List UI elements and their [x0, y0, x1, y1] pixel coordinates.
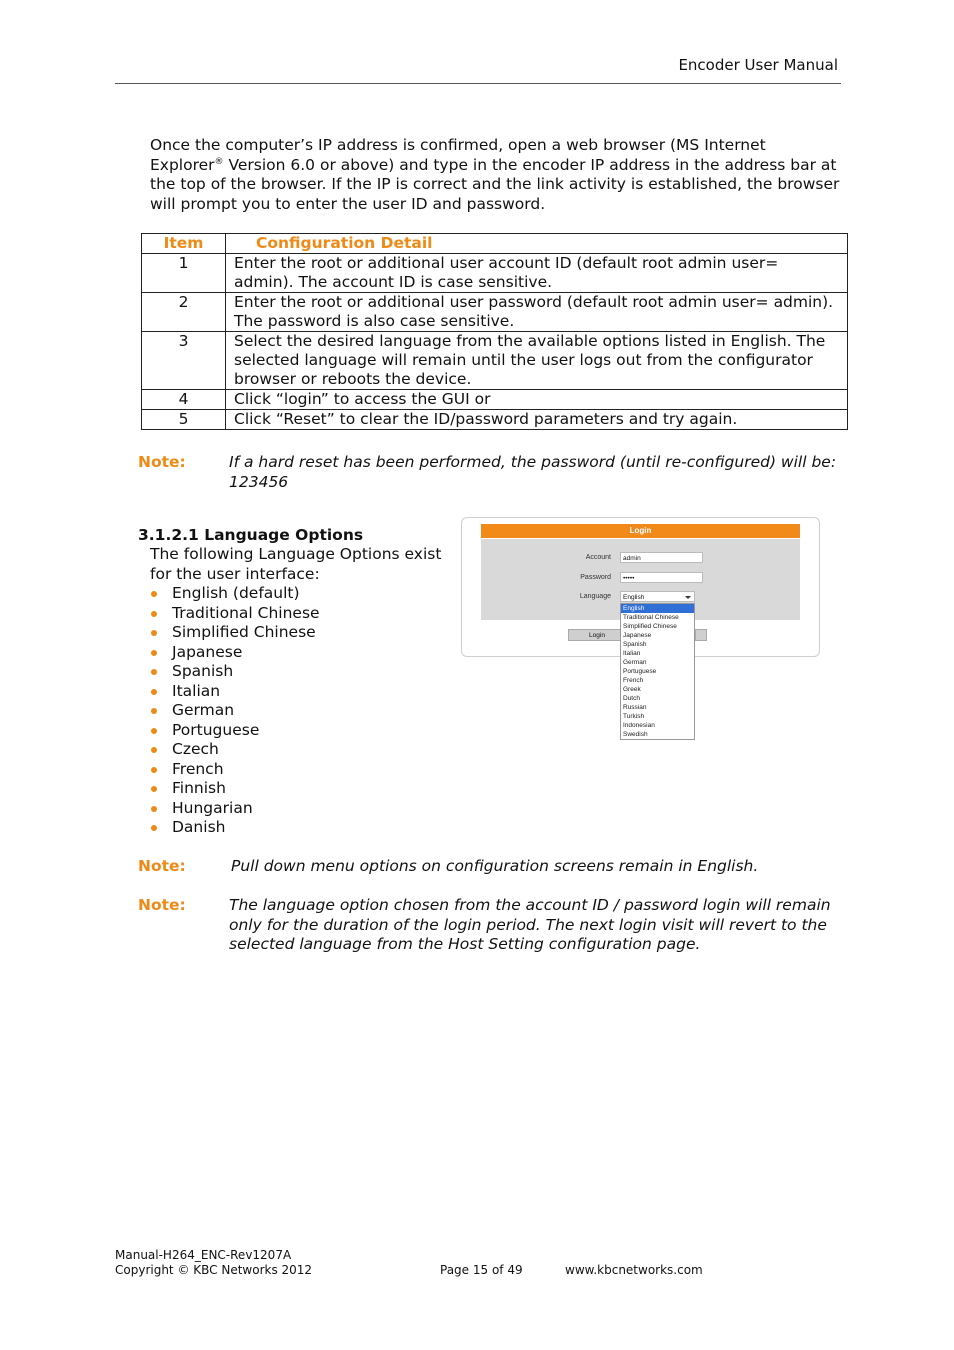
list-item-label: Hungarian: [172, 798, 253, 817]
list-item: [150, 701, 320, 721]
list-item-label: Italian: [172, 681, 221, 700]
list-item: [150, 818, 320, 838]
dropdown-option[interactable]: Japanese: [623, 632, 652, 639]
dropdown-option[interactable]: Swedish: [623, 731, 648, 738]
note-label: Note:: [138, 896, 186, 914]
section-intro: The following Language Options exist for the user interface:: [150, 545, 442, 583]
section-heading: [138, 526, 363, 544]
dropdown-option[interactable]: Portuguese: [623, 668, 657, 675]
list-item-label: English (default): [172, 584, 300, 602]
dropdown-option[interactable]: Spanish: [623, 641, 647, 648]
list-item-label: Simplified Chinese: [172, 623, 316, 641]
table-row: [142, 390, 848, 410]
list-item: [150, 604, 320, 624]
language-select-value: English: [623, 594, 645, 601]
bullet-icon: [151, 786, 157, 792]
list-item-label: Portuguese: [172, 720, 260, 739]
intro-text-1: Once the computer’s IP address is confirmed, open a web browser (MS Internet Explorer: [150, 136, 766, 174]
footer-website: www.kbcnetworks.com: [565, 1263, 703, 1277]
note-text: If a hard reset has been performed, the password (until re-configured) will be: 123456: [229, 453, 837, 491]
list-item-label: Czech: [172, 740, 219, 758]
language-list: [150, 584, 320, 838]
list-item-label: French: [172, 759, 224, 778]
dropdown-option[interactable]: Traditional Chinese: [623, 614, 679, 621]
intro-paragraph: [150, 136, 840, 214]
row-detail: Click “Reset” to clear the ID/password parameters and try again.: [226, 410, 848, 430]
list-item: [150, 721, 320, 741]
password-label: Password: [580, 574, 611, 581]
login-title-bar: Login: [481, 524, 800, 538]
section-number: 3.1.2.1: [138, 526, 199, 544]
row-item: 1: [142, 254, 226, 293]
note-text: The language option chosen from the account ID / password login will remain only for the duration of the login period. The next login visit will revert to the selected language from the Host Setting configuration page.: [229, 896, 831, 954]
password-input[interactable]: •••••: [620, 572, 703, 583]
list-item-label: German: [172, 701, 235, 719]
table-row: [142, 332, 848, 390]
section-title: Language Options: [204, 526, 364, 544]
bullet-icon: [151, 630, 157, 636]
language-dropdown-list: [620, 603, 695, 740]
list-item: [150, 682, 320, 702]
registered-mark: ®: [214, 156, 224, 167]
note-text: Pull down menu options on configuration screens remain in English.: [231, 857, 759, 875]
footer-page-number: Page 15 of 49: [440, 1263, 523, 1277]
bullet-icon: [151, 650, 157, 656]
list-item: [150, 779, 320, 799]
dropdown-option[interactable]: Greek: [623, 686, 641, 693]
running-header: Encoder User Manual: [678, 56, 838, 74]
list-item: [150, 643, 320, 663]
row-item: 5: [142, 410, 226, 430]
bullet-icon: [151, 825, 157, 831]
table-header-row: [142, 234, 848, 254]
note-label: Note:: [138, 453, 186, 471]
bullet-icon: [151, 767, 157, 773]
list-item-label: Traditional Chinese: [172, 603, 320, 622]
list-item: [150, 760, 320, 780]
account-label: Account: [585, 554, 611, 561]
footer-doc-id: Manual-H264_ENC-Rev1207A: [115, 1248, 292, 1262]
list-item-label: Danish: [172, 818, 226, 836]
bullet-icon: [151, 747, 157, 753]
chevron-down-icon: [685, 596, 691, 599]
footer-copyright: Copyright © KBC Networks 2012: [115, 1263, 313, 1277]
table-row: [142, 293, 848, 332]
row-detail: Enter the root or additional user account ID (default root admin user= admin). The account ID is case sensitive.: [226, 254, 848, 293]
column-header-item: Item: [142, 234, 226, 254]
dropdown-option[interactable]: Indonesian: [623, 722, 655, 729]
list-item: [150, 662, 320, 682]
bullet-icon: [151, 611, 157, 617]
reset-button[interactable]: [695, 629, 707, 641]
list-item-label: Spanish: [172, 662, 234, 680]
list-item-label: Finnish: [172, 779, 226, 797]
list-item-label: Japanese: [172, 642, 243, 661]
bullet-icon: [151, 728, 157, 734]
dropdown-option[interactable]: Italian: [623, 650, 641, 657]
configuration-table: [141, 233, 848, 430]
language-select[interactable]: [620, 591, 695, 602]
row-detail: Select the desired language from the available options listed in English. The selected language will remain until the user logs out from the configurator browser or reboots the device.: [226, 332, 848, 390]
dropdown-option[interactable]: English: [621, 604, 694, 613]
bullet-icon: [151, 669, 157, 675]
column-header-detail: Configuration Detail: [226, 234, 848, 254]
dropdown-option[interactable]: Turkish: [623, 713, 645, 720]
language-label: Language: [579, 593, 611, 600]
list-item: [150, 799, 320, 819]
note-label: Note:: [138, 857, 186, 875]
bullet-icon: [151, 689, 157, 695]
row-item: 2: [142, 293, 226, 332]
bullet-icon: [151, 708, 157, 714]
bullet-icon: [151, 806, 157, 812]
dropdown-option[interactable]: Russian: [623, 704, 647, 711]
dropdown-option[interactable]: German: [623, 659, 647, 666]
list-item: [150, 584, 320, 604]
table-row: [142, 254, 848, 293]
row-item: 3: [142, 332, 226, 390]
row-detail: Click “login” to access the GUI or: [226, 390, 848, 410]
dropdown-option[interactable]: Simplified Chinese: [623, 623, 677, 630]
login-button[interactable]: Login: [568, 629, 626, 641]
table-row: [142, 410, 848, 430]
account-input[interactable]: admin: [620, 552, 703, 563]
header-rule: [115, 83, 841, 84]
intro-text-2: Version 6.0 or above) and type in the encoder IP address in the address bar at the top of the browser. If the IP is correct and the link activity is established, the browser will prompt you to enter the user ID and password.: [150, 155, 840, 213]
row-item: 4: [142, 390, 226, 410]
dropdown-option[interactable]: Dutch: [623, 695, 640, 702]
dropdown-option[interactable]: French: [623, 677, 644, 684]
list-item: [150, 740, 320, 760]
list-item: [150, 623, 320, 643]
bullet-icon: [151, 591, 157, 597]
row-detail: Enter the root or additional user password (default root admin user= admin). The password is also case sensitive.: [226, 293, 848, 332]
